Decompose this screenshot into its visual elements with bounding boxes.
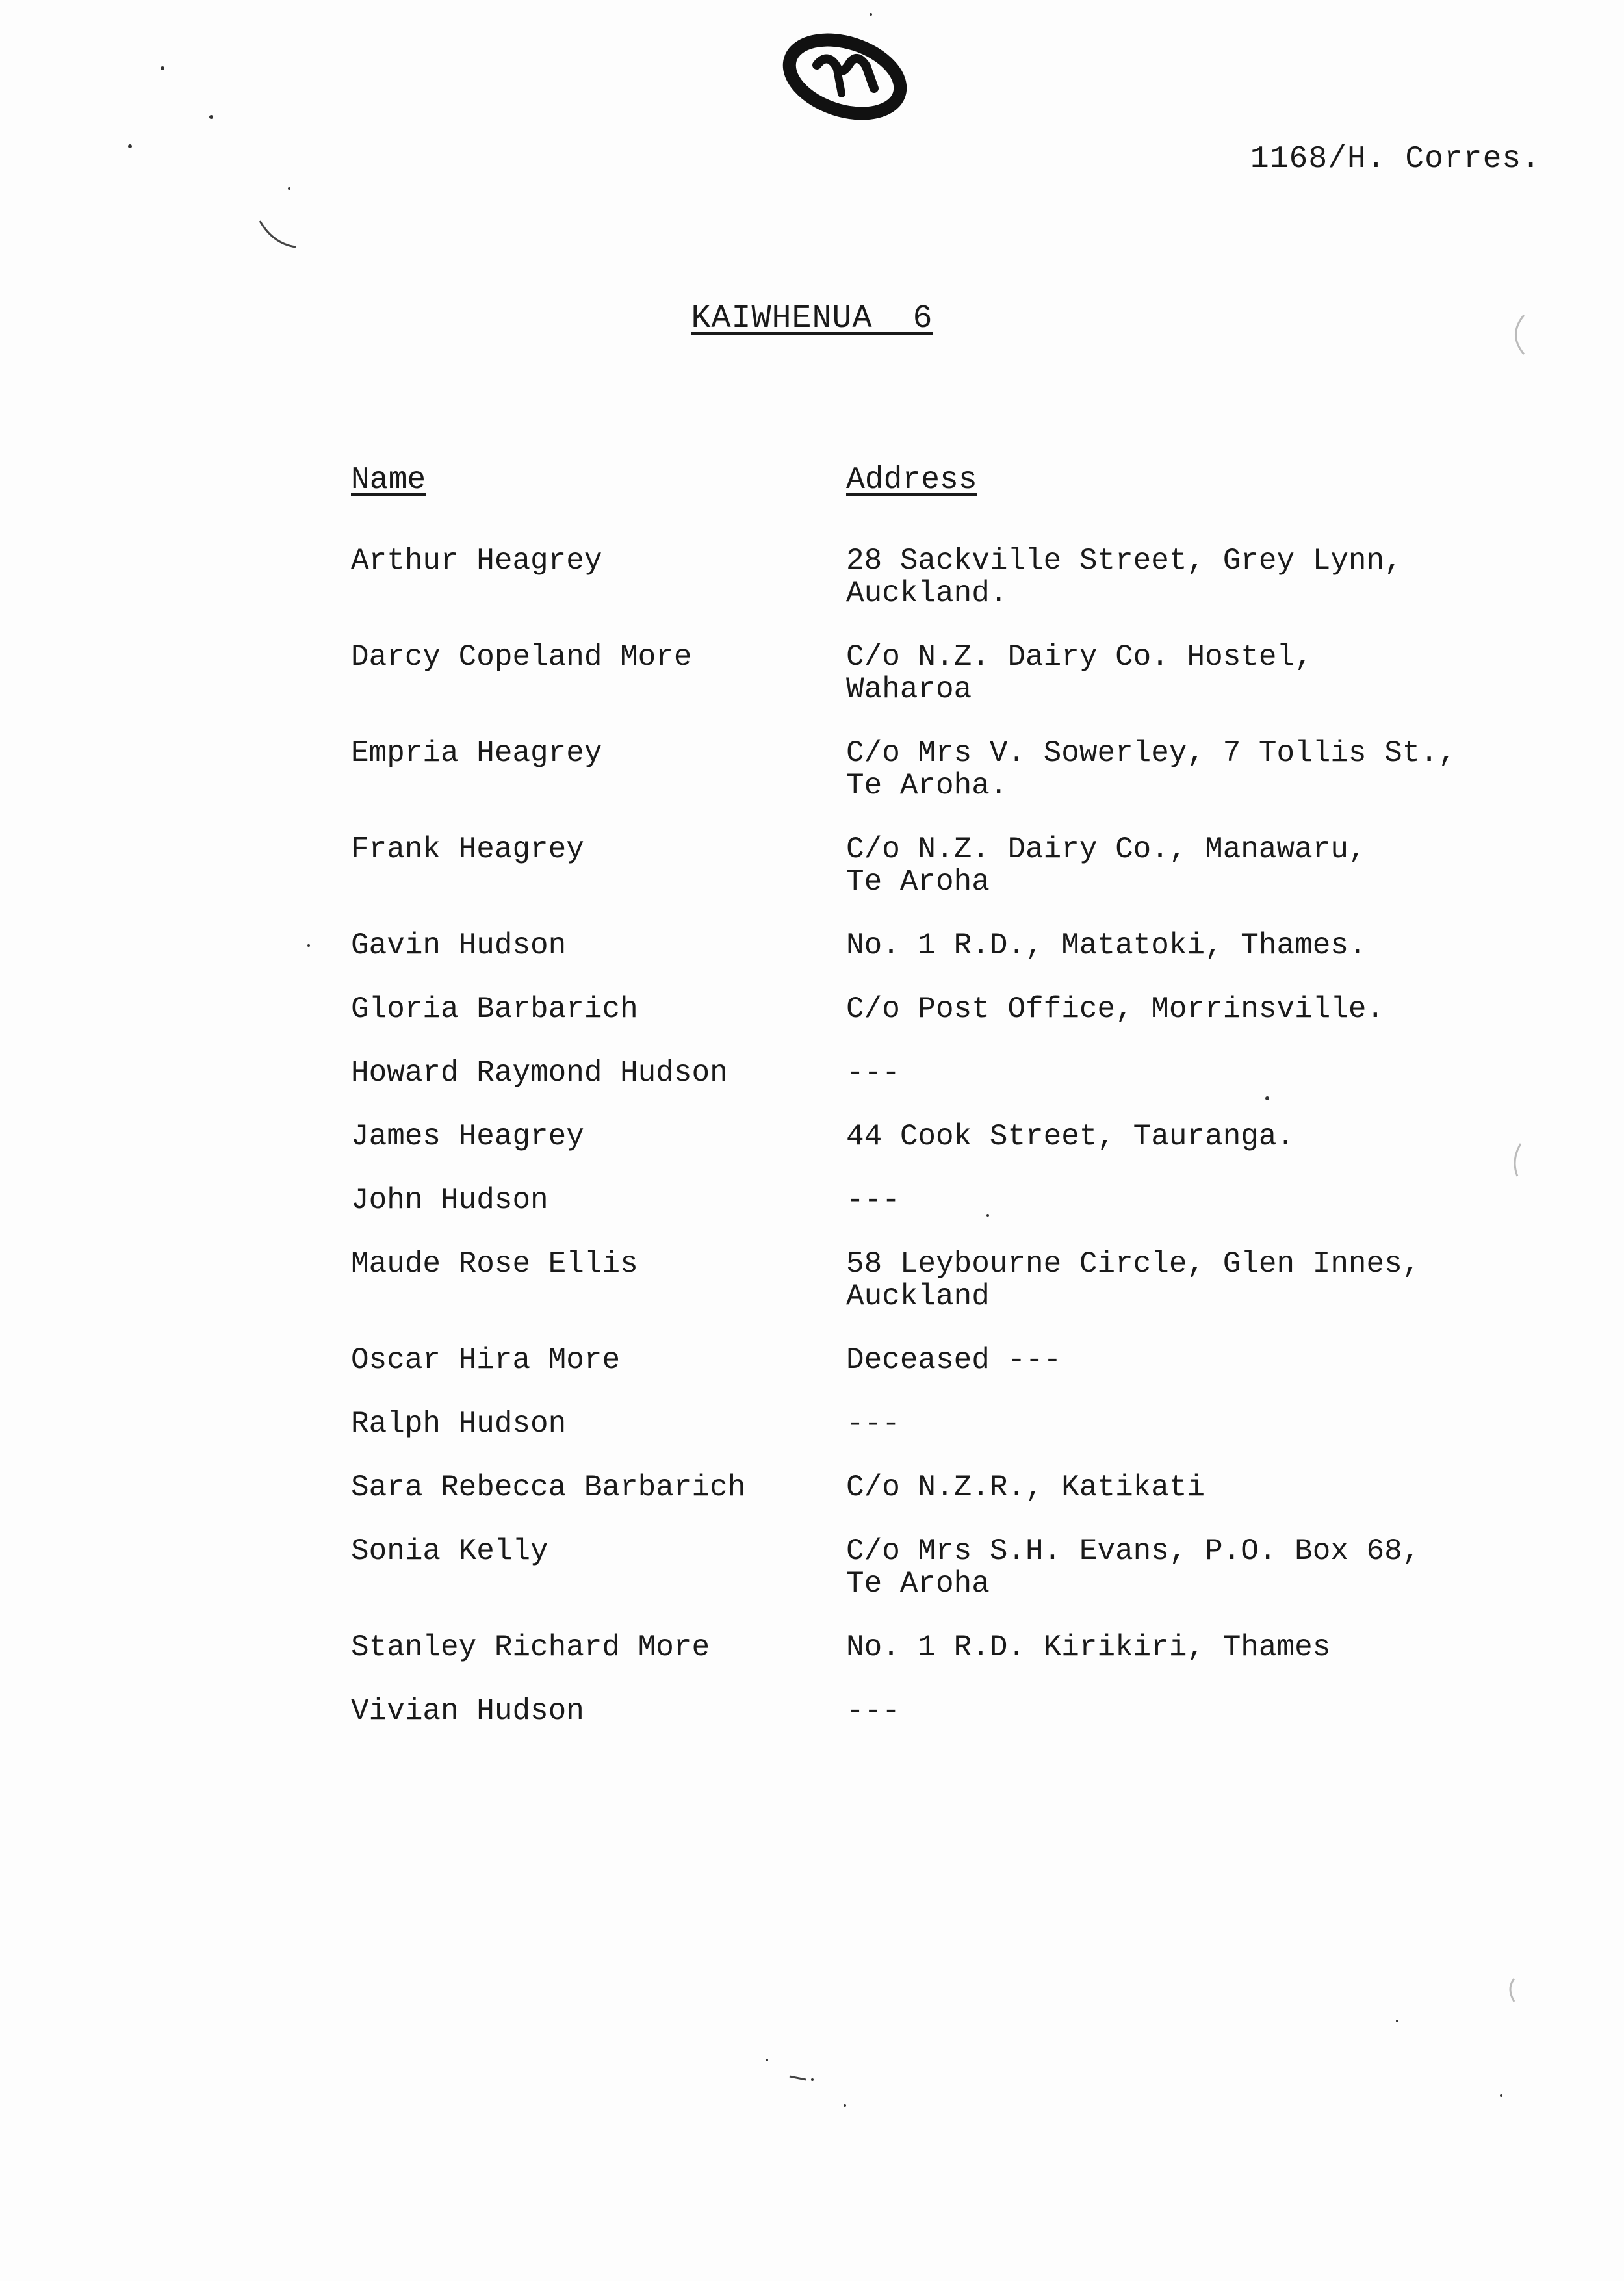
address-column-header: Address [846,463,977,498]
owner-address: No. 1 R.D., Matatoki, Thames. [846,929,1367,962]
owner-name: Darcy Copeland More [351,640,692,674]
owner-address: No. 1 R.D. Kirikiri, Thames [846,1630,1331,1664]
owner-name: Sonia Kelly [351,1534,548,1568]
owner-address: C/o Post Office, Morrinsville. [846,992,1385,1026]
name-column-header: Name [351,463,426,498]
reference-number: 1168/H. Corres. [1250,142,1541,177]
owner-name: Sara Rebecca Barbarich [351,1471,746,1504]
owner-name: Frank Heagrey [351,832,584,866]
owner-address: 28 Sackville Street, Grey Lynn, Auckland. [846,544,1402,610]
owner-name: Empria Heagrey [351,736,602,770]
owner-address: 58 Leybourne Circle, Glen Innes, Auckland [846,1247,1421,1313]
owner-name: Oscar Hira More [351,1343,621,1377]
owner-name: Gavin Hudson [351,929,567,962]
owner-address: --- [846,1694,900,1728]
owner-name: Arthur Heagrey [351,544,602,578]
owner-name: Howard Raymond Hudson [351,1056,728,1090]
owner-address: Deceased --- [846,1343,1062,1377]
owner-name: John Hudson [351,1183,548,1217]
owner-name: Stanley Richard More [351,1630,710,1664]
owner-name: Gloria Barbarich [351,992,638,1026]
owner-address: C/o N.Z.R., Katikati [846,1471,1205,1504]
owner-address: C/o N.Z. Dairy Co., Manawaru, Te Aroha [846,832,1367,899]
owner-address: C/o N.Z. Dairy Co. Hostel, Waharoa [846,640,1313,706]
owner-name: James Heagrey [351,1120,584,1153]
owner-address: --- [846,1183,900,1217]
owner-address: C/o Mrs V. Sowerley, 7 Tollis St., Te Aroha. [846,736,1456,803]
owner-address: --- [846,1407,900,1441]
owner-name: Ralph Hudson [351,1407,567,1441]
owner-address: --- [846,1056,900,1090]
document-title-text: KAIWHENUA 6 [691,300,933,337]
owner-address: C/o Mrs S.H. Evans, P.O. Box 68, Te Aroha [846,1534,1421,1601]
owner-name: Vivian Hudson [351,1694,584,1728]
owner-address: 44 Cook Street, Tauranga. [846,1120,1295,1153]
owner-name: Maude Rose Ellis [351,1247,638,1281]
